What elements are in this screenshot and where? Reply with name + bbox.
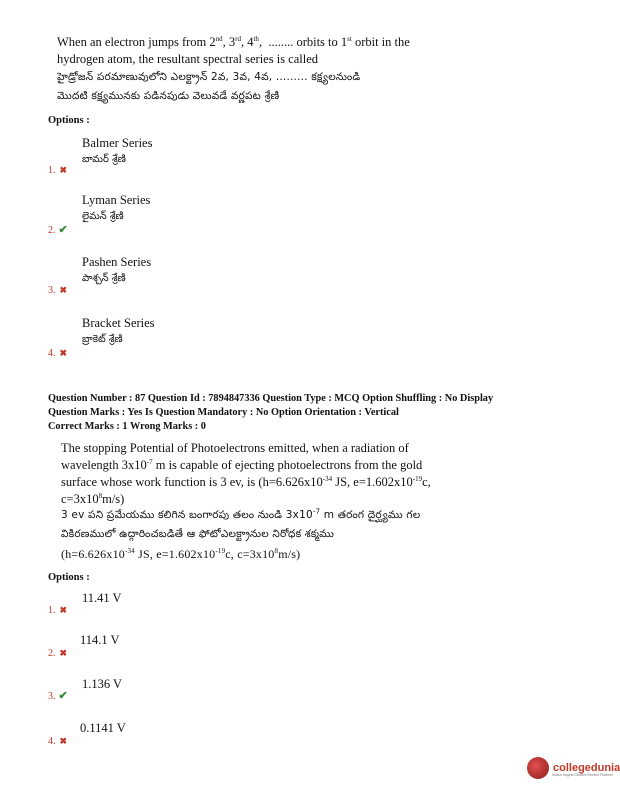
q86-option-2-te: లైమన్ శ్రేణి: [82, 211, 124, 222]
q86-options-label: Options :: [48, 115, 90, 126]
q87-option-3-marker: 3. ✔: [48, 690, 68, 702]
cross-icon: ✖: [59, 736, 68, 746]
q86-option-4-te: బ్రాకెట్ శ్రేణి: [82, 334, 123, 345]
q87-text-line3: surface whose work function is 3 ev, is ($h=6.626x10^{-34}$ JS, $e=1.602x10^{-19}c$,: [61, 474, 431, 489]
q86-option-2-en: Lyman Series: [82, 193, 151, 207]
logo-mark-icon: [527, 757, 549, 779]
q87-text-line2: wavelength $3x10^{-7}$ m is capable of ejecting photoelectrons from the gold: [61, 457, 423, 472]
q87-text-line1: The stopping Potential of Photoelectrons emitted, when a radiation of: [61, 441, 409, 455]
collegedunia-logo: [527, 757, 620, 777]
q87-option-3-value: 1.136 V: [82, 677, 123, 691]
q87-option-1-marker: 1. ✖: [48, 605, 68, 616]
q86-option-1-marker: 1. ✖: [48, 165, 68, 176]
q86-option-2-marker: 2. ✔: [48, 224, 68, 236]
q87-meta-line1: Question Number : 87 Question Id : 7894847336 Question Type : MCQ Option Shuffling : No Display: [48, 393, 494, 404]
logo-subtitle: India's largest Student Review Platform: [552, 773, 613, 777]
q87-meta-line2: Question Marks : Yes Is Question Mandatory : No Option Orientation : Vertical: [48, 407, 399, 418]
cross-icon: ✖: [59, 165, 68, 175]
q87-te-line1: 3 ev పని ప్రమేయము కలిగిన బంగారపు తలం నుండి $3x10^{-7}$ m తరంగ దైర్ఘ్యము గల: [61, 507, 421, 521]
q86-te-line1: హైడ్రోజన్ పరమాణువులోని ఎలక్ట్రాన్ 2వ, 3వ, 4వ, ......... కక్ష్యలనుండి: [57, 71, 361, 83]
q87-options-label: Options :: [48, 572, 90, 583]
check-icon: ✔: [58, 224, 68, 236]
q87-option-1-value: 11.41 V: [82, 591, 122, 605]
check-icon: ✔: [58, 690, 68, 702]
cross-icon: ✖: [59, 605, 68, 615]
logo-text: collegedunia: [553, 762, 620, 774]
q87-te-line3: ($h=6.626x10^{-34}$ JS, $e=1.602x10^{-19}c$, $c=3x10^8m/s$): [61, 547, 301, 561]
q87-option-4-value: 0.1141 V: [80, 721, 126, 735]
q87-meta-line3: Correct Marks : 1 Wrong Marks : 0: [48, 421, 206, 432]
cross-icon: ✖: [59, 285, 68, 295]
q86-option-3-te: పాశ్చన్ శ్రేణి: [82, 273, 126, 284]
q87-option-4-marker: 4. ✖: [48, 736, 68, 747]
q86-option-1-en: Balmer Series: [82, 136, 153, 150]
q86-option-1-te: బామర్ శ్రేణి: [82, 154, 126, 165]
q86-text-line2: hydrogen atom, the resultant spectral series is called: [57, 52, 319, 66]
q86-option-4-en: Bracket Series: [82, 316, 155, 330]
q86-text-line1: When an electron jumps from 2nd, 3rd, 4th, ........ orbits to 1st orbit in the: [57, 34, 410, 49]
q87-option-2-marker: 2. ✖: [48, 648, 68, 659]
cross-icon: ✖: [59, 348, 68, 358]
q87-text-line4: $c=3x10^8m/s$): [61, 491, 125, 506]
q86-option-3-en: Pashen Series: [82, 255, 152, 269]
cross-icon: ✖: [59, 648, 68, 658]
q87-option-2-value: 114.1 V: [80, 633, 120, 647]
q86-option-3-marker: 3. ✖: [48, 285, 68, 296]
q87-te-line2: వికిరణములో ఉద్గారించబడితే ఆ ఫోటోఎలక్ట్రానుల నిరోధక శక్మము: [61, 528, 335, 540]
q86-option-4-marker: 4. ✖: [48, 348, 68, 359]
q86-te-line2: మొదటి కక్ష్యమునకు పడినపుడు వెలువడే వర్ణపట శ్రేణి: [57, 90, 280, 102]
